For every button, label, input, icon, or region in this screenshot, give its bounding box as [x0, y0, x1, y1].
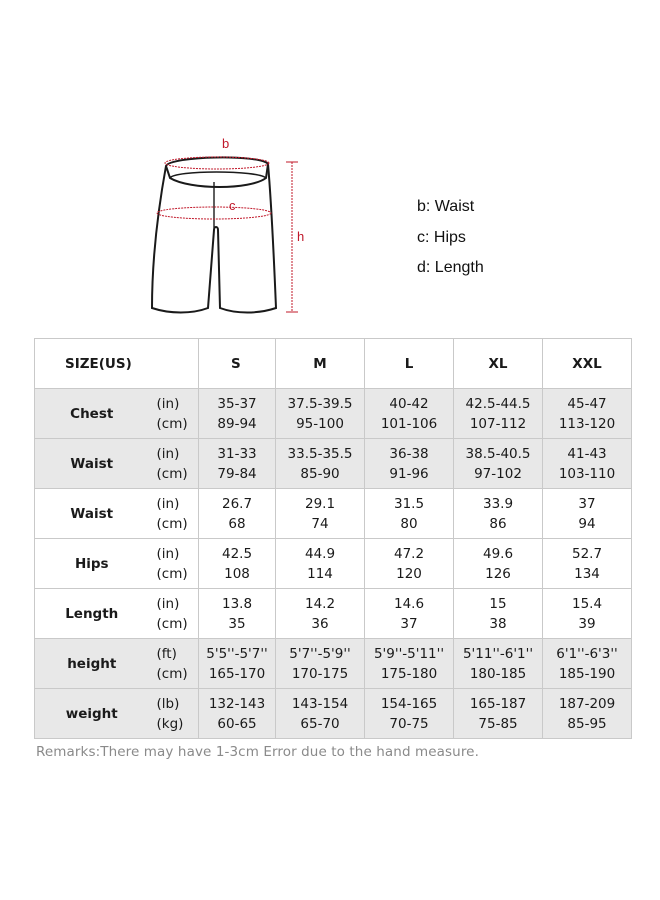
table-row — [35, 689, 632, 739]
row-label: Waist — [35, 439, 149, 489]
value-primary: 37.5-39.5 — [287, 395, 353, 412]
size-value-cell — [454, 589, 543, 639]
value-primary: 5'7''-5'9'' — [289, 645, 351, 662]
unit-label: (cm) — [156, 515, 188, 532]
unit-label: (cm) — [156, 565, 188, 582]
value-metric: 165-170 — [208, 665, 266, 682]
size-value-cell — [454, 639, 543, 689]
size-value-cell — [543, 389, 632, 439]
unit-label: (in) — [156, 595, 180, 612]
value-metric: 126 — [485, 565, 511, 582]
unit-label: (in) — [156, 445, 180, 462]
hips-marker-label: c — [229, 198, 236, 213]
value-metric: 75-85 — [478, 715, 518, 732]
value-metric: 94 — [578, 515, 596, 532]
unit-labels — [149, 639, 199, 689]
size-value-cell — [365, 389, 454, 439]
value-metric: 89-94 — [217, 415, 257, 432]
value-primary: 42.5 — [221, 545, 253, 562]
table-row — [35, 489, 632, 539]
value-primary: 165-187 — [469, 695, 527, 712]
measurement-legend — [417, 196, 484, 288]
value-primary: 52.7 — [571, 545, 603, 562]
unit-label: (in) — [156, 495, 180, 512]
size-value-cell — [365, 589, 454, 639]
unit-label: (lb) — [156, 695, 180, 712]
value-metric: 85-90 — [300, 465, 340, 482]
value-primary: 35-37 — [217, 395, 257, 412]
value-primary: 44.9 — [304, 545, 336, 562]
value-metric: 36 — [311, 615, 329, 632]
value-primary: 40-42 — [389, 395, 429, 412]
value-metric: 101-106 — [380, 415, 438, 432]
value-metric: 39 — [578, 615, 596, 632]
value-metric: 107-112 — [469, 415, 527, 432]
unit-labels — [149, 539, 199, 589]
unit-label: (cm) — [156, 465, 188, 482]
size-us-header: SIZE(US) — [35, 339, 199, 389]
value-metric: 113-120 — [558, 415, 616, 432]
value-metric: 170-175 — [291, 665, 349, 682]
size-value-cell — [365, 689, 454, 739]
size-value-cell — [276, 639, 365, 689]
value-metric: 85-95 — [567, 715, 607, 732]
value-primary: 38.5-40.5 — [465, 445, 531, 462]
size-value-cell — [199, 689, 276, 739]
value-metric: 185-190 — [558, 665, 616, 682]
size-header-xxl: XXL — [543, 339, 632, 389]
value-primary: 49.6 — [482, 545, 514, 562]
unit-labels — [149, 439, 199, 489]
value-primary: 33.9 — [482, 495, 514, 512]
value-metric: 79-84 — [217, 465, 257, 482]
table-row — [35, 639, 632, 689]
size-value-cell — [454, 489, 543, 539]
unit-label: (kg) — [156, 715, 184, 732]
size-value-cell — [276, 689, 365, 739]
unit-label: (in) — [156, 545, 180, 562]
size-value-cell — [454, 539, 543, 589]
size-value-cell — [276, 439, 365, 489]
size-value-cell — [199, 589, 276, 639]
value-metric: 114 — [307, 565, 333, 582]
size-header-l: L — [365, 339, 454, 389]
table-row — [35, 439, 632, 489]
size-value-cell — [543, 689, 632, 739]
shorts-diagram — [140, 130, 340, 320]
value-primary: 5'11''-6'1'' — [462, 645, 534, 662]
table-body — [35, 389, 632, 739]
value-primary: 29.1 — [304, 495, 336, 512]
value-primary: 15 — [489, 595, 507, 612]
size-chart-table — [34, 338, 632, 739]
value-primary: 33.5-35.5 — [287, 445, 353, 462]
value-primary: 37 — [578, 495, 596, 512]
unit-label: (ft) — [156, 645, 177, 662]
value-metric: 103-110 — [558, 465, 616, 482]
size-value-cell — [543, 439, 632, 489]
value-metric: 60-65 — [217, 715, 257, 732]
unit-label: (cm) — [156, 615, 188, 632]
value-metric: 91-96 — [389, 465, 429, 482]
value-metric: 86 — [489, 515, 507, 532]
size-value-cell — [276, 539, 365, 589]
unit-label: (cm) — [156, 415, 188, 432]
unit-label: (in) — [156, 395, 180, 412]
value-metric: 120 — [396, 565, 422, 582]
unit-labels — [149, 489, 199, 539]
legend-length: d: Length — [417, 259, 484, 276]
size-value-cell — [454, 439, 543, 489]
value-primary: 143-154 — [291, 695, 349, 712]
value-primary: 6'1''-6'3'' — [556, 645, 618, 662]
size-value-cell — [365, 489, 454, 539]
size-value-cell — [199, 389, 276, 439]
unit-labels — [149, 389, 199, 439]
legend-hips: c: Hips — [417, 228, 466, 246]
value-primary: 31.5 — [393, 495, 425, 512]
value-metric: 108 — [224, 565, 250, 582]
height-marker-label: h — [297, 229, 305, 244]
value-metric: 70-75 — [389, 715, 429, 732]
value-metric: 180-185 — [469, 665, 527, 682]
shorts-outline-icon — [140, 130, 340, 320]
size-value-cell — [199, 439, 276, 489]
value-metric: 175-180 — [380, 665, 438, 682]
value-primary: 14.6 — [393, 595, 425, 612]
size-header-xl: XL — [454, 339, 543, 389]
value-primary: 31-33 — [217, 445, 257, 462]
row-label: Hips — [35, 539, 149, 589]
value-metric: 95-100 — [296, 415, 344, 432]
unit-labels — [149, 689, 199, 739]
size-value-cell — [365, 539, 454, 589]
value-primary: 14.2 — [304, 595, 336, 612]
size-value-cell — [543, 539, 632, 589]
unit-labels — [149, 589, 199, 639]
value-metric: 80 — [400, 515, 418, 532]
row-label: weight — [35, 689, 149, 739]
size-value-cell — [365, 639, 454, 689]
value-primary: 26.7 — [221, 495, 253, 512]
value-primary: 132-143 — [208, 695, 266, 712]
table-row — [35, 589, 632, 639]
size-value-cell — [199, 539, 276, 589]
value-primary: 187-209 — [558, 695, 616, 712]
value-primary: 36-38 — [389, 445, 429, 462]
value-metric: 35 — [228, 615, 246, 632]
size-value-cell — [199, 489, 276, 539]
size-value-cell — [454, 389, 543, 439]
table-row — [35, 539, 632, 589]
unit-label: (cm) — [156, 665, 188, 682]
value-primary: 5'5''-5'7'' — [206, 645, 268, 662]
value-primary: 15.4 — [571, 595, 603, 612]
size-value-cell — [543, 639, 632, 689]
table-header-row — [35, 339, 632, 389]
size-value-cell — [199, 639, 276, 689]
value-primary: 5'9''-5'11'' — [373, 645, 445, 662]
value-metric: 65-70 — [300, 715, 340, 732]
value-primary: 154-165 — [380, 695, 438, 712]
value-primary: 45-47 — [567, 395, 607, 412]
row-label: Chest — [35, 389, 149, 439]
value-metric: 97-102 — [474, 465, 522, 482]
size-value-cell — [276, 389, 365, 439]
value-primary: 13.8 — [221, 595, 253, 612]
row-label: Length — [35, 589, 149, 639]
value-metric: 74 — [311, 515, 329, 532]
value-primary: 42.5-44.5 — [465, 395, 531, 412]
value-primary: 41-43 — [567, 445, 607, 462]
waist-marker-label: b — [222, 136, 230, 151]
size-value-cell — [454, 689, 543, 739]
remarks-note: Remarks:There may have 1-3cm Error due to the hand measure. — [36, 744, 479, 760]
value-metric: 68 — [228, 515, 246, 532]
size-value-cell — [543, 489, 632, 539]
row-label: Waist — [35, 489, 149, 539]
size-value-cell — [543, 589, 632, 639]
row-label: height — [35, 639, 149, 689]
size-value-cell — [276, 589, 365, 639]
size-header-m: M — [276, 339, 365, 389]
value-primary: 47.2 — [393, 545, 425, 562]
size-header-s: S — [199, 339, 276, 389]
size-value-cell — [276, 489, 365, 539]
value-metric: 37 — [400, 615, 418, 632]
value-metric: 38 — [489, 615, 507, 632]
legend-waist: b: Waist — [417, 198, 475, 215]
table-row — [35, 389, 632, 439]
size-value-cell — [365, 439, 454, 489]
value-metric: 134 — [574, 565, 600, 582]
